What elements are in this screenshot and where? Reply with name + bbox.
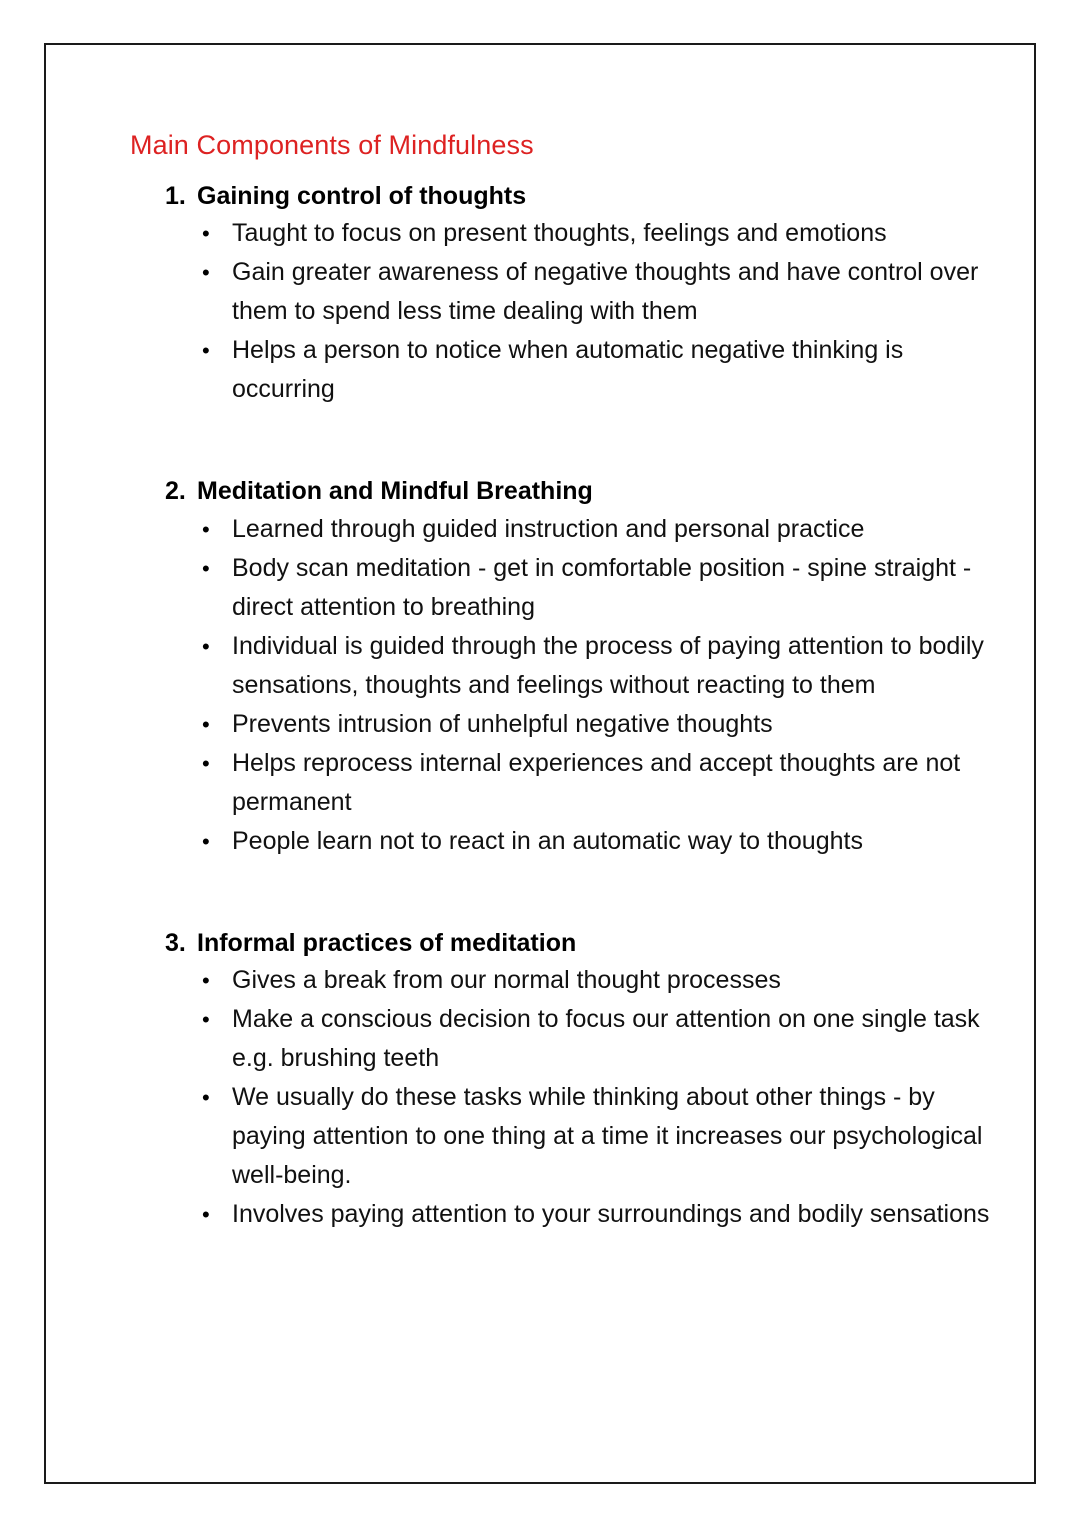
section-1-title: Gaining control of thoughts — [197, 181, 527, 210]
bullet-icon: • — [202, 338, 210, 364]
list-item — [202, 253, 990, 331]
list-item — [202, 214, 990, 253]
document-content — [130, 130, 990, 1234]
list-item-text: Gain greater awareness of negative thoughts and have control over them to spend less time dealing with them — [232, 258, 979, 326]
section-3 — [130, 927, 990, 1235]
list-item-text: Prevents intrusion of unhelpful negative thoughts — [232, 709, 773, 738]
list-item — [202, 510, 990, 549]
bullet-icon: • — [202, 1007, 210, 1033]
section-2-heading — [130, 475, 990, 508]
list-item — [202, 822, 990, 861]
list-item — [202, 331, 990, 409]
list-item-text: Taught to focus on present thoughts, feelings and emotions — [232, 219, 887, 248]
section-3-title: Informal practices of meditation — [197, 928, 577, 957]
page-border-frame — [44, 43, 1036, 1484]
list-item-text: Learned through guided instruction and personal practice — [232, 514, 865, 543]
section-1-heading — [130, 180, 990, 213]
section-2 — [130, 475, 990, 861]
bullet-icon: • — [202, 711, 210, 737]
bullet-icon: • — [202, 633, 210, 659]
bullet-icon: • — [202, 750, 210, 776]
section-2-title: Meditation and Mindful Breathing — [197, 477, 593, 506]
section-3-number: 3. — [165, 928, 186, 957]
list-item — [202, 549, 990, 627]
list-item-text: Involves paying attention to your surroundings and bodily sensations — [232, 1200, 990, 1229]
list-item-text: Make a conscious decision to focus our attention on one single task e.g. brushing teeth — [232, 1005, 980, 1073]
list-item-text: Helps reprocess internal experiences and accept thoughts are not permanent — [232, 748, 961, 816]
list-item-text: Individual is guided through the process of paying attention to bodily sensations, thoughts and feelings without reacting to them — [232, 631, 984, 699]
section-1-bullets — [130, 214, 990, 409]
list-item — [202, 961, 990, 1000]
list-item-text: Body scan meditation - get in comfortable position - spine straight - direct attention to breathing — [232, 553, 972, 621]
list-item — [202, 627, 990, 705]
list-item — [202, 1195, 990, 1234]
list-item — [202, 1078, 990, 1195]
bullet-icon: • — [202, 221, 210, 247]
bullet-icon: • — [202, 1202, 210, 1228]
section-3-heading — [130, 927, 990, 960]
list-item — [202, 744, 990, 822]
bullet-icon: • — [202, 968, 210, 994]
bullet-icon: • — [202, 260, 210, 286]
section-2-number: 2. — [165, 477, 186, 506]
section-1-number: 1. — [165, 181, 186, 210]
list-item-text: People learn not to react in an automatic way to thoughts — [232, 826, 863, 855]
section-2-bullets — [130, 510, 990, 861]
list-item — [202, 705, 990, 744]
section-1 — [130, 180, 990, 410]
bullet-icon: • — [202, 555, 210, 581]
section-3-bullets — [130, 961, 990, 1234]
bullet-icon: • — [202, 516, 210, 542]
bullet-icon: • — [202, 828, 210, 854]
numbered-section-list — [130, 180, 990, 1235]
page-title: Main Components of Mindfulness — [130, 130, 534, 160]
list-item-text: Gives a break from our normal thought processes — [232, 966, 781, 995]
list-item-text: Helps a person to notice when automatic negative thinking is occurring — [232, 336, 904, 404]
list-item-text: We usually do these tasks while thinking about other things - by paying attention to one thing at a time it increases our psychological well-being. — [232, 1083, 983, 1190]
bullet-icon: • — [202, 1085, 210, 1111]
list-item — [202, 1000, 990, 1078]
